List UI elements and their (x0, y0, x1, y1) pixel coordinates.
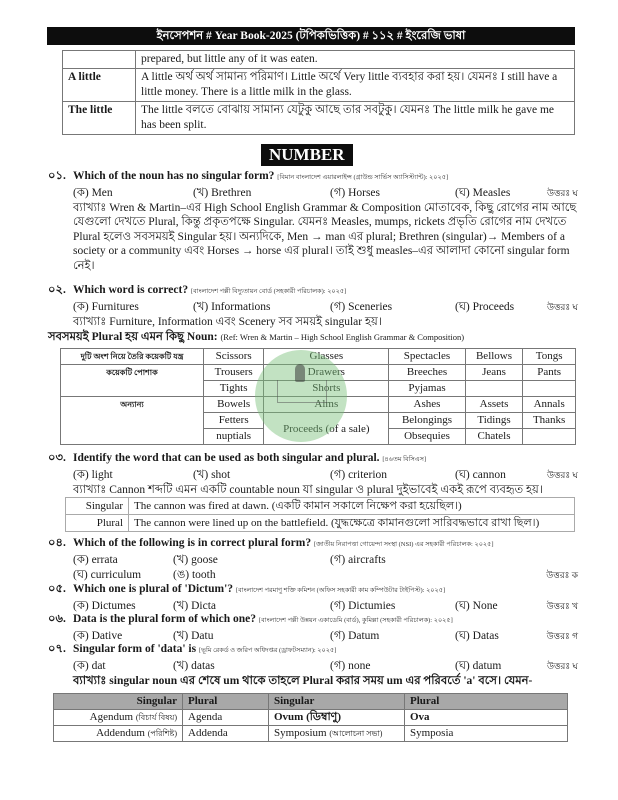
question-number: ০৬. (48, 613, 66, 625)
um-plural-table (53, 693, 568, 742)
row-key: A little (63, 69, 136, 102)
table-cell: Thanks (523, 413, 576, 429)
table-cell (54, 726, 183, 742)
explanation: ব্যাখ্যাঃ Cannon শব্দটি এমন একটি countable noun যা singular ও plural দুইভাবেই একই রূপে ব্যবহৃত হয়। (73, 483, 543, 496)
options (73, 186, 578, 201)
option: (খ) shot (193, 468, 231, 481)
table-cell: Pants (523, 365, 576, 381)
plural-heading (48, 330, 578, 345)
table-cell: Alms (264, 397, 389, 413)
column-header: Plural (405, 694, 568, 710)
option: (ঘ) curriculum (73, 568, 142, 581)
table-cell: Scissors (204, 349, 264, 365)
table-cell: Addenda (183, 726, 269, 742)
section-title: NUMBER (261, 144, 353, 166)
options (73, 568, 578, 583)
question-text: Which word is correct? (73, 284, 189, 296)
bengali-meaning: (পরিশিষ্ট) (147, 729, 177, 738)
table-row (61, 365, 576, 381)
table-cell: Tidings (465, 413, 523, 429)
bengali-meaning: (আলোচনা সভা) (329, 729, 383, 738)
table-cell: Symposia (405, 726, 568, 742)
option: (গ) Sceneries (330, 300, 393, 313)
answer: উত্তরঃ ক (546, 569, 578, 580)
table-cell: Jeans (465, 365, 523, 381)
table-cell: Fetters (204, 413, 264, 429)
table-cell: Trousers (204, 365, 264, 381)
table-cell: Tights (204, 381, 264, 397)
options (73, 468, 578, 483)
answer: উত্তরঃ ঘ (546, 301, 578, 312)
table-row (63, 102, 575, 135)
plural-nouns-table (60, 348, 576, 445)
question-3 (48, 451, 578, 497)
explanation: ব্যাখ্যাঃ Wren & Martin–এর High School English Grammar & Composition মোতাবেক, কিছু রোগের নাম আছে যেগুলো দেখতে Plural, কিন্তু প্রকৃতপক্ষে Singular. যেমনঃ Measles, mumps, rickets প্রভৃতি রোগের নাম দেখতে Plural হলেও সবসময়ই Singular হয়। অন্যদিকে, Men → man এর plural; Brethren (singular)→ Members of a society or a community এবং Horses → horse এর plural। তাই শুধু measles–এর আলাদা কোনো singular form নেই। (73, 201, 577, 272)
table-cell: Ova (405, 710, 568, 726)
question-number: ০৪. (48, 537, 66, 549)
option: (খ) Informations (193, 300, 271, 313)
table-cell: Chatels (465, 429, 523, 445)
table-cell: Tongs (523, 349, 576, 365)
table-cell (523, 429, 576, 445)
table-row (61, 397, 576, 413)
option: (ক) Furnitures (73, 300, 139, 313)
column-header: Singular (54, 694, 183, 710)
option: (ঘ) Proceeds (455, 300, 515, 313)
question-number: ০১. (48, 170, 66, 182)
category-cell: কয়েকটি পোশাক (61, 365, 204, 397)
answer: উত্তরঃ ঘ (546, 187, 578, 198)
table-cell: nuptials (204, 429, 264, 445)
table-row (66, 515, 575, 532)
option: (ক) light (73, 468, 113, 481)
answer: উত্তরঃ ঘ (546, 660, 578, 671)
table-row (54, 726, 568, 742)
option: (ক) dat (73, 659, 106, 672)
table-row (54, 710, 568, 726)
options (73, 300, 578, 315)
answer: উত্তরঃ গ (546, 630, 578, 641)
table-cell (269, 726, 405, 742)
word: Addendum (96, 727, 145, 739)
table-cell: Spectacles (389, 349, 465, 365)
table-row (63, 51, 575, 69)
option: (ঙ) tooth (173, 568, 216, 581)
options (73, 659, 578, 674)
table-cell (523, 381, 576, 397)
option: (ঘ) datum (455, 659, 502, 672)
category-cell: অন্যান্য (61, 397, 204, 445)
question-source: [জাতীয় নিরাপত্তা গোয়েন্দা সংস্থা (NSI) এর সহকারী পরিচালক: ২০২৫] (313, 541, 494, 548)
row-text: The cannon were lined up on the battlefield. (যুদ্ধক্ষেত্রে কামানগুলো সারিবদ্ধভাবে রাখা ছিল।) (129, 515, 575, 532)
question-source: [বাংলাদেশ পল্লী বিদ্যুতায়ন বোর্ড (সহকারী পরিচালক): ২০২৫] (190, 288, 347, 295)
table-cell: Glasses (264, 349, 389, 365)
table-cell: Shorts (264, 381, 389, 397)
option: (গ) aircrafts (330, 553, 386, 566)
question-source: [বাংলাদেশ পরমাণু শক্তি কমিশন (অফিস সহকারী কাম কম্পিউটার টাইপিস্ট): ২০২৫] (235, 587, 446, 594)
question-6 (48, 612, 578, 644)
cannon-table (65, 497, 575, 532)
question-text: Identify the word that can be used as both singular and plural. (73, 452, 380, 464)
option: (খ) Datu (173, 629, 214, 642)
table-cell: Bellows (465, 349, 523, 365)
option: (খ) Dicta (173, 599, 216, 612)
table-cell: Drawers (264, 365, 389, 381)
table-cell (269, 710, 405, 726)
row-text: The cannon was fired at dawn. (একটি কামান সকালে নিক্ষেপ করা হয়েছিল।) (129, 498, 575, 515)
plural-heading-label: সবসময়ই Plural হয় এমন কিছু Noun: (48, 331, 218, 343)
column-header: Plural (183, 694, 269, 710)
row-text: prepared, but little any of it was eaten. (136, 51, 575, 69)
row-label: Singular (66, 498, 129, 515)
page-header: ইনসেপশন # Year Book-2025 (টপিকভিত্তিক) # ১১২ # ইংরেজি ভাষা (47, 27, 575, 45)
table-row (61, 349, 576, 365)
word: Symposium (274, 727, 327, 739)
question-7 (48, 642, 578, 688)
table-cell: Pyjamas (389, 381, 465, 397)
word: Agendum (89, 711, 134, 723)
table-header-row (54, 694, 568, 710)
explanation: ব্যাখ্যাঃ singular noun এর শেষে um থাকে তাহলে Plural করার সময় um এর পরিবর্তে 'a' বসে। যেমন- (73, 674, 533, 687)
option: (গ) criterion (330, 468, 388, 481)
table-cell: Ashes (389, 397, 465, 413)
question-5 (48, 582, 578, 614)
table-cell: Agenda (183, 710, 269, 726)
option: (ক) Men (73, 186, 113, 199)
answer: উত্তরঃ খ (546, 600, 578, 611)
plural-heading-ref: (Ref: Wren & Martin – High School English Grammar & Composition) (220, 332, 465, 342)
row-key: The little (63, 102, 136, 135)
table-cell: Bowels (204, 397, 264, 413)
table-cell: Obsequies (389, 429, 465, 445)
option: (ক) Dictumes (73, 599, 136, 612)
option: (খ) datas (173, 659, 215, 672)
row-key (63, 51, 136, 69)
question-text: Singular form of 'data' is (73, 643, 197, 655)
bengali-meaning: (বিচার্য বিষয়) (135, 713, 177, 722)
question-source: [৪৬তম বিসিএস] (382, 456, 427, 463)
question-4 (48, 536, 578, 583)
question-source: [ভূমি রেকর্ড ও জরিপ অধিদপ্তর (ড্রাফটসম্যান): ২০২৫] (198, 647, 337, 654)
question-text: Which of the noun has no singular form? (73, 170, 275, 182)
option: (খ) goose (173, 553, 218, 566)
table-cell (54, 710, 183, 726)
table-cell: Proceeds (of a sale) (264, 413, 389, 445)
question-1 (48, 169, 578, 273)
question-source: [বাংলাদেশ পল্লী উন্নয়ন একাডেমি (বার্ড), কুমিল্লা (সহকারী পরিচালক): ২০২৫] (258, 617, 453, 624)
question-text: Which one is plural of 'Dictum'? (73, 583, 234, 595)
table-cell (465, 381, 523, 397)
table-row (66, 498, 575, 515)
little-usage-table (62, 50, 575, 135)
option: (ঘ) None (455, 599, 498, 612)
question-number: ০৫. (48, 583, 66, 595)
question-number: ০৩. (48, 452, 66, 464)
option: (গ) none (330, 659, 371, 672)
question-text: Data is the plural form of which one? (73, 613, 257, 625)
option: (ঘ) Measles (455, 186, 511, 199)
option: (খ) Brethren (193, 186, 252, 199)
row-label: Plural (66, 515, 129, 532)
table-cell: Breeches (389, 365, 465, 381)
word: Ovum (ডিম্বাণু) (274, 711, 341, 723)
option: (গ) Dictumies (330, 599, 396, 612)
option: (ক) Dative (73, 629, 123, 642)
question-number: ০৭. (48, 643, 66, 655)
options (73, 553, 578, 568)
table-cell: Annals (523, 397, 576, 413)
question-2 (48, 283, 578, 329)
question-number: ০২. (48, 284, 66, 296)
option: (ক) errata (73, 553, 118, 566)
table-cell: Belongings (389, 413, 465, 429)
explanation: ব্যাখ্যাঃ Furniture, Information এবং Scenery সব সময়ই singular হয়। (73, 315, 382, 328)
option: (ঘ) Datas (455, 629, 499, 642)
row-text: A little অর্থ অর্থ সামান্য পরিমাণ। Little অর্থে Very little ব্যবহার করা হয়। যেমনঃ I still have a little money. There is a little milk in the glass. (136, 69, 575, 102)
category-cell: দুটি অংশ নিয়ে তৈরি কয়েকটি যন্ত্র (61, 349, 204, 365)
option: (ঘ) cannon (455, 468, 506, 481)
table-cell: Assets (465, 397, 523, 413)
question-source: [বিমান বাংলাদেশ এয়ারলাইন্স (গ্রাউন্ড সার্ভিস অ্যাসিস্ট্যান্ট): ২০২৫] (277, 174, 449, 181)
column-header: Singular (269, 694, 405, 710)
question-text: Which of the following is in correct plural form? (73, 537, 312, 549)
option: (গ) Datum (330, 629, 380, 642)
answer: উত্তরঃ ঘ (546, 469, 578, 480)
table-row (63, 69, 575, 102)
row-text: The little বলতে বোঝায় সামান্য যেটুকু আছে তার সবটুকু। যেমনঃ The little milk he gave me has been split. (136, 102, 575, 135)
option: (গ) Horses (330, 186, 381, 199)
